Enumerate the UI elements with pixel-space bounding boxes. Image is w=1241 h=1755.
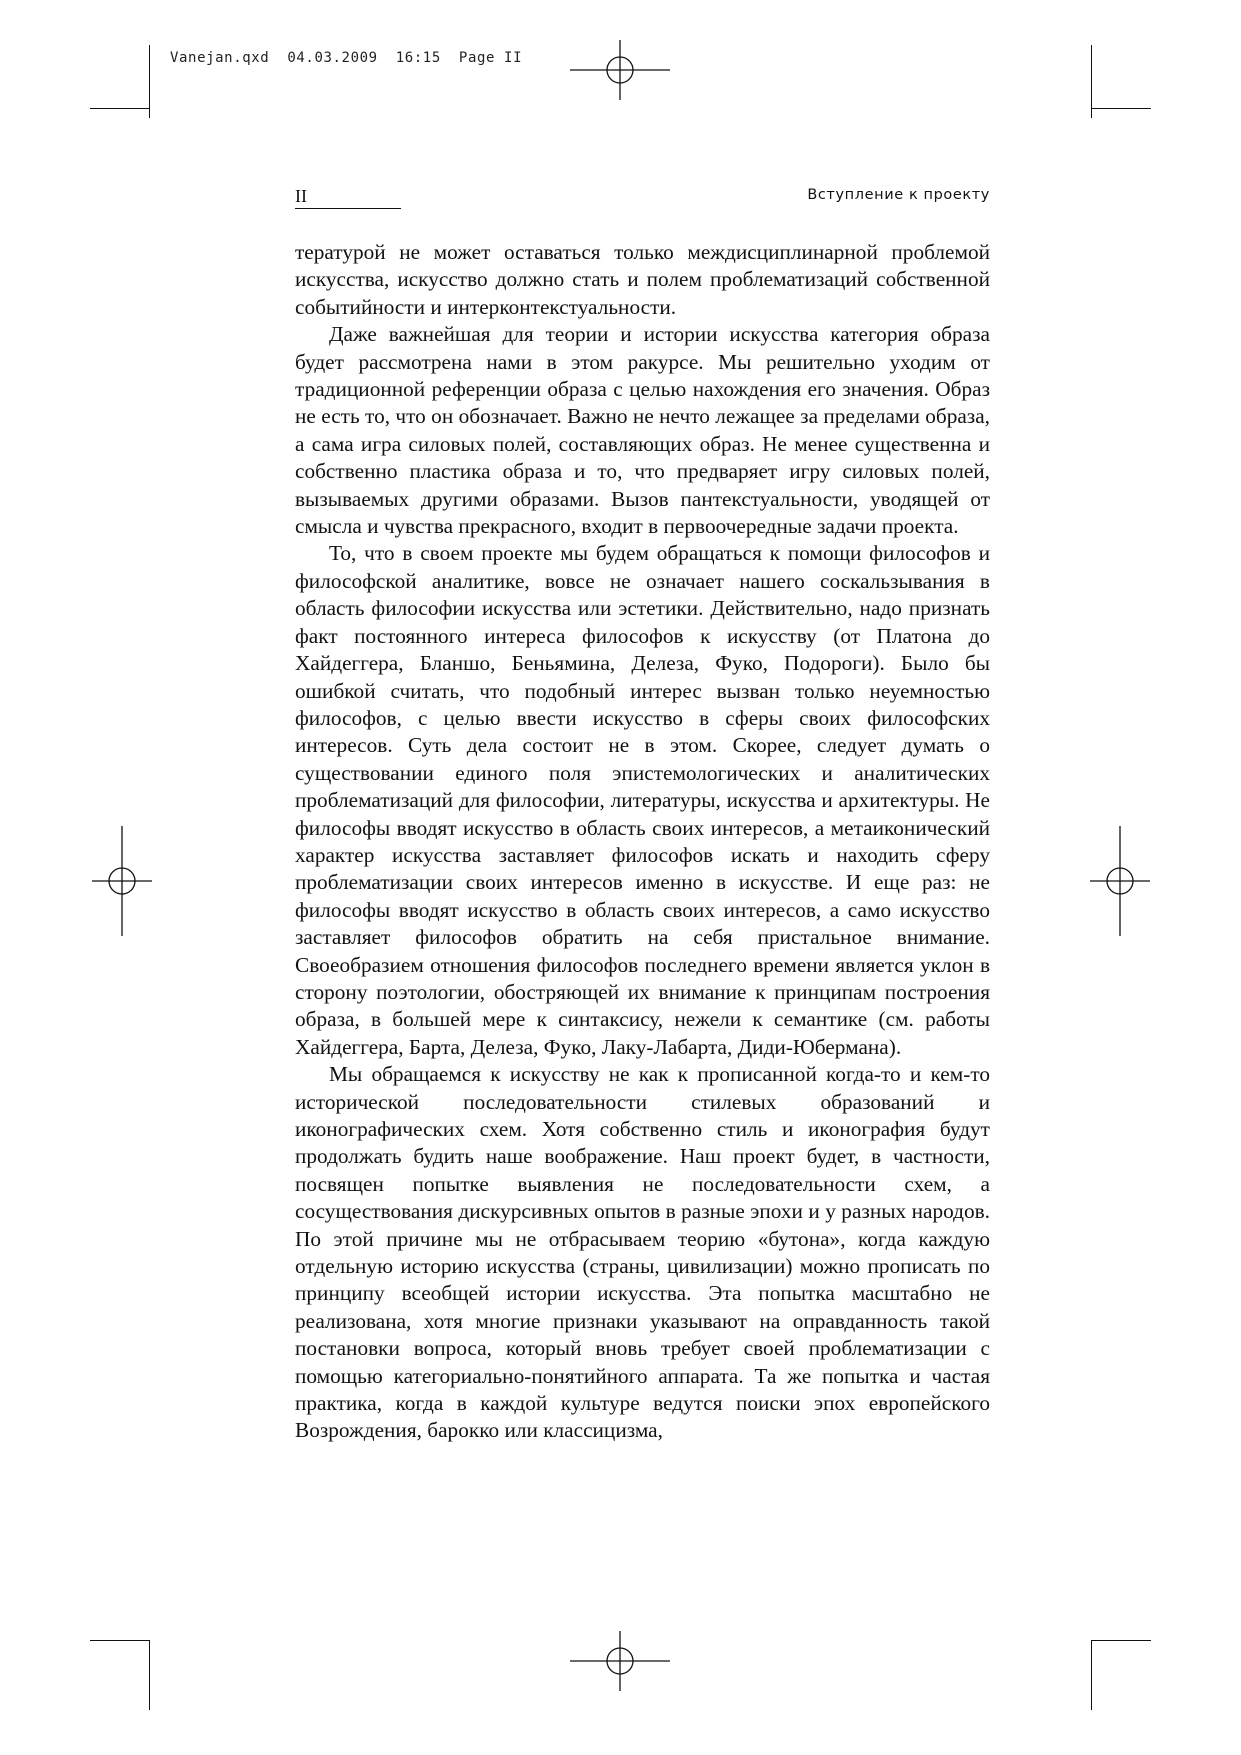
crop-mark-bottom-right-horizontal [1092,1640,1151,1641]
crop-mark-bottom-right-vertical [1091,1640,1092,1710]
paragraph: тературой не может оставаться только междисциплинарной проблемой искусства, искусство должно стать и полем проблематизаций собственной событийности и интерконтекстуальности. [295,240,990,319]
crop-mark-top-left-horizontal [90,108,149,109]
crop-mark-bottom-left-vertical [149,1640,150,1710]
page-header [295,186,990,212]
printer-slug-line: Vanejan.qxd 04.03.2009 16:15 Page II [170,50,523,66]
page-number: II [295,186,307,206]
crop-mark-top-left-vertical [149,45,150,118]
registration-mark-bottom-icon [570,1631,670,1691]
running-title: Вступление к проекту [807,187,990,203]
crop-mark-bottom-left-horizontal [90,1640,149,1641]
registration-mark-top-icon [570,40,670,100]
paragraph: Даже важнейшая для теории и истории искусства категория образа будет рассмотрена нами в этом ракурсе. Мы решительно уходим от традиционной референции образа с целью нахождения его значения. Образ не есть то, что он обозначает. Важно не нечто лежащее за пределами образа, а сама игра силовых полей, составляющих образ. Не менее существенна и собственно пластика образа и то, что предваряет игру силовых полей, вызываемых другими образами. Вызов пантекстуальности, уводящей от смысла и чувства прекрасного, входит в первоочередные задачи проекта. [295,322,990,539]
header-rule [295,208,401,209]
registration-mark-left-icon [92,826,152,936]
crop-mark-top-right-horizontal [1092,108,1151,109]
paragraph: Мы обращаемся к искусству не как к прописанной когда-то и кем-то исторической последовательности стилевых образований и иконографических схем. Хотя собственно стиль и иконография будут продолжать будить наше воображение. Наш проект будет, в частности, посвящен попытке выявления не последовательности схем, а сосуществования дискурсивных опытов в разные эпохи и у разных народов. По этой причине мы не отбрасываем теорию «бутона», когда каждую отдельную историю искусства (страны, цивилизации) можно прописать по принципу всеобщей истории искусства. Эта попытка масштабно не реализована, хотя многие признаки указывают на оправданность такой постановки вопроса, который вновь требует своей проблематизации с помощью категориально-понятийного аппарата. Та же попытка и частая практика, когда в каждой культуре ведутся поиски эпох европейского Возрождения, барокко или классицизма, [295,1062,990,1443]
body-text [295,239,990,1445]
paragraph: То, что в своем проекте мы будем обращаться к помощи философов и философской аналитике, вовсе не означает нашего соскальзывания в область философии искусства или эстетики. Действительно, надо признать факт постоянного интереса философов к искусству (от Платона до Хайдеггера, Бланшо, Беньямина, Делеза, Фуко, Подороги). Было бы ошибкой считать, что подобный интерес вызван только неуемностью философов, с целью ввести искусство в сферы своих философских интересов. Суть дела состоит не в этом. Скорее, следует думать о существовании единого поля эпистемологических и аналитических проблематизаций для философии, литературы, искусства и архитектуры. Не философы вводят искусство в область своих интересов, а метаиконический характер искусства заставляет философов искать и находить сферу проблематизации своих интересов именно в искусстве. И еще раз: не философы вводят искусство в область своих интересов, а само искусство заставляет философов обратить на себя пристальное внимание. Своеобразием отношения философов последнего времени является уклон в сторону поэтологии, обостряющей их внимание к принципам построения образа, в большей мере к синтаксису, нежели к семантике (см. работы Хайдеггера, Барта, Делеза, Фуко, Лаку-Лабарта, Диди-Юбермана). [295,541,990,1059]
registration-mark-right-icon [1090,826,1150,936]
